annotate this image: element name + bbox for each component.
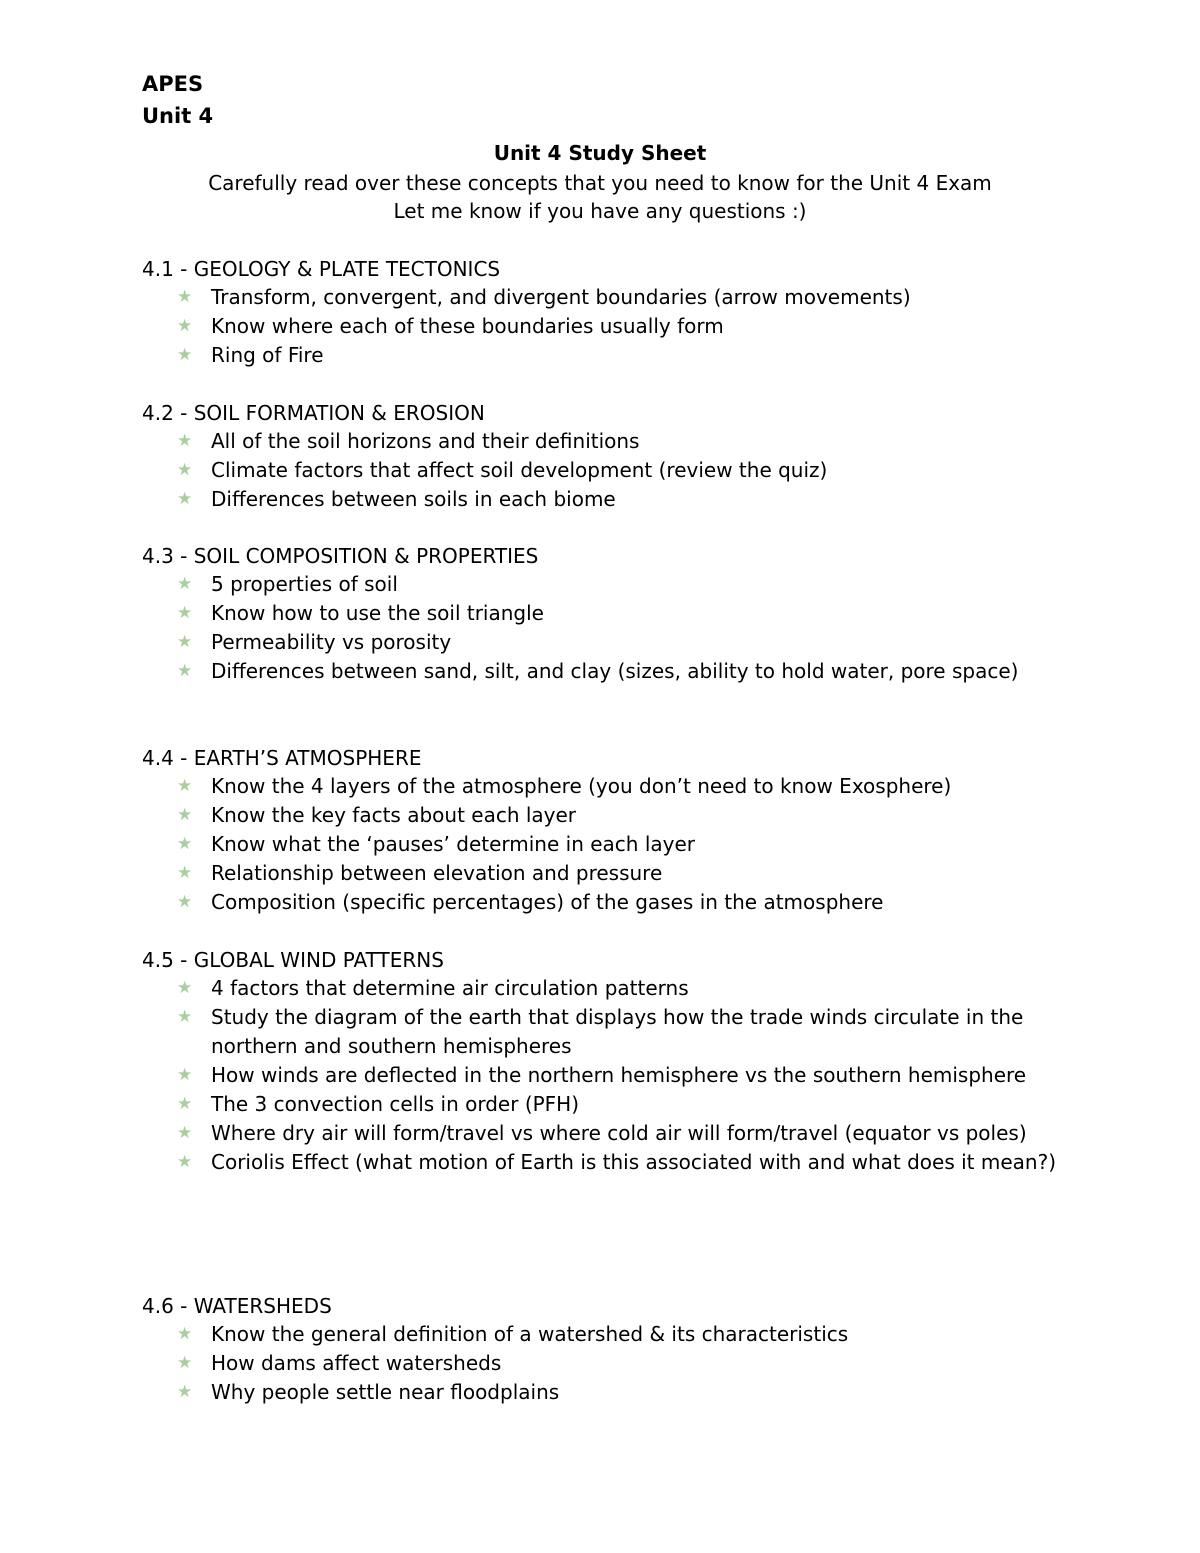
list-item: ★ Ring of Fire [142,341,1062,370]
list-item: ★ Why people settle near floodplains [142,1378,1062,1407]
star-icon: ★ [177,1324,193,1344]
list-item: ★ All of the soil horizons and their definitions [142,427,1062,456]
star-icon: ★ [177,632,193,652]
star-icon: ★ [177,574,193,594]
section-soil-formation [142,399,1062,514]
section-soil-composition [142,542,1062,686]
star-icon: ★ [177,431,193,451]
section-heading: 4.6 - WATERSHEDS [142,1294,332,1318]
star-icon: ★ [177,489,193,509]
list-item: ★ 5 properties of soil [142,570,1062,599]
page-title: Unit 4 Study Sheet [493,141,707,165]
bullet-list [142,1320,1062,1407]
list-item: ★ 4 factors that determine air circulation patterns [142,974,1062,1003]
star-icon: ★ [177,460,193,480]
star-icon: ★ [177,316,193,336]
list-item: ★ Where dry air will form/travel vs where cold air will form/travel (equator vs poles) [142,1119,1062,1148]
section-heading: 4.2 - SOIL FORMATION & EROSION [142,401,485,425]
star-icon: ★ [177,1152,193,1172]
list-item: ★ Know where each of these boundaries usually form [142,312,1062,341]
star-icon: ★ [177,1123,193,1143]
list-item: ★ Permeability vs porosity [142,628,1062,657]
star-icon: ★ [177,603,193,623]
bullet-list [142,427,1062,514]
section-atmosphere [142,744,1062,917]
star-icon: ★ [177,1382,193,1402]
list-item: ★ Transform, convergent, and divergent boundaries (arrow movements) [142,283,1062,312]
list-item: ★ Composition (specific percentages) of the gases in the atmosphere [142,888,1062,917]
list-item: ★ Coriolis Effect (what motion of Earth is this associated with and what does it mean?) [142,1148,1062,1177]
star-icon: ★ [177,1094,193,1114]
bullet-list [142,974,1062,1177]
unit-label: Unit 4 [142,104,214,128]
list-item: ★ How winds are deflected in the northern hemisphere vs the southern hemisphere [142,1061,1062,1090]
list-item: ★ Know how to use the soil triangle [142,599,1062,628]
star-icon: ★ [177,661,193,681]
star-icon: ★ [177,892,193,912]
star-icon: ★ [177,978,193,998]
star-icon: ★ [177,1065,193,1085]
list-item: ★ How dams affect watersheds [142,1349,1062,1378]
intro-line: Let me know if you have any questions :) [393,199,807,223]
section-heading: 4.4 - EARTH’S ATMOSPHERE [142,746,422,770]
star-icon: ★ [177,863,193,883]
list-item: ★ Know the 4 layers of the atmosphere (you don’t need to know Exosphere) [142,772,1062,801]
intro-line: Carefully read over these concepts that you need to know for the Unit 4 Exam [208,171,992,195]
list-item: ★ Relationship between elevation and pressure [142,859,1062,888]
star-icon: ★ [177,834,193,854]
star-icon: ★ [177,345,193,365]
list-item: ★ Know the general definition of a watershed & its characteristics [142,1320,1062,1349]
star-icon: ★ [177,1007,193,1027]
section-heading: 4.3 - SOIL COMPOSITION & PROPERTIES [142,544,539,568]
list-item: ★ Know the key facts about each layer [142,801,1062,830]
section-heading: 4.5 - GLOBAL WIND PATTERNS [142,948,444,972]
bullet-list [142,772,1062,917]
section-wind-patterns [142,946,1062,1177]
list-item: ★ Differences between soils in each biome [142,485,1062,514]
section-watersheds [142,1292,1062,1407]
star-icon: ★ [177,776,193,796]
star-icon: ★ [177,1353,193,1373]
list-item: ★ The 3 convection cells in order (PFH) [142,1090,1062,1119]
list-item: ★ Climate factors that affect soil development (review the quiz) [142,456,1062,485]
section-heading: 4.1 - GEOLOGY & PLATE TECTONICS [142,257,501,281]
list-item: ★ Study the diagram of the earth that displays how the trade winds circulate in the northern and southern hemispheres [177,1005,1024,1058]
course-name: APES [142,72,204,96]
star-icon: ★ [177,805,193,825]
list-item: ★ Differences between sand, silt, and clay (sizes, ability to hold water, pore space) [142,657,1062,686]
star-icon: ★ [177,287,193,307]
section-geology [142,255,1062,370]
bullet-list [142,283,1062,370]
bullet-list [142,570,1062,686]
list-item: ★ Know what the ‘pauses’ determine in each layer [142,830,1062,859]
